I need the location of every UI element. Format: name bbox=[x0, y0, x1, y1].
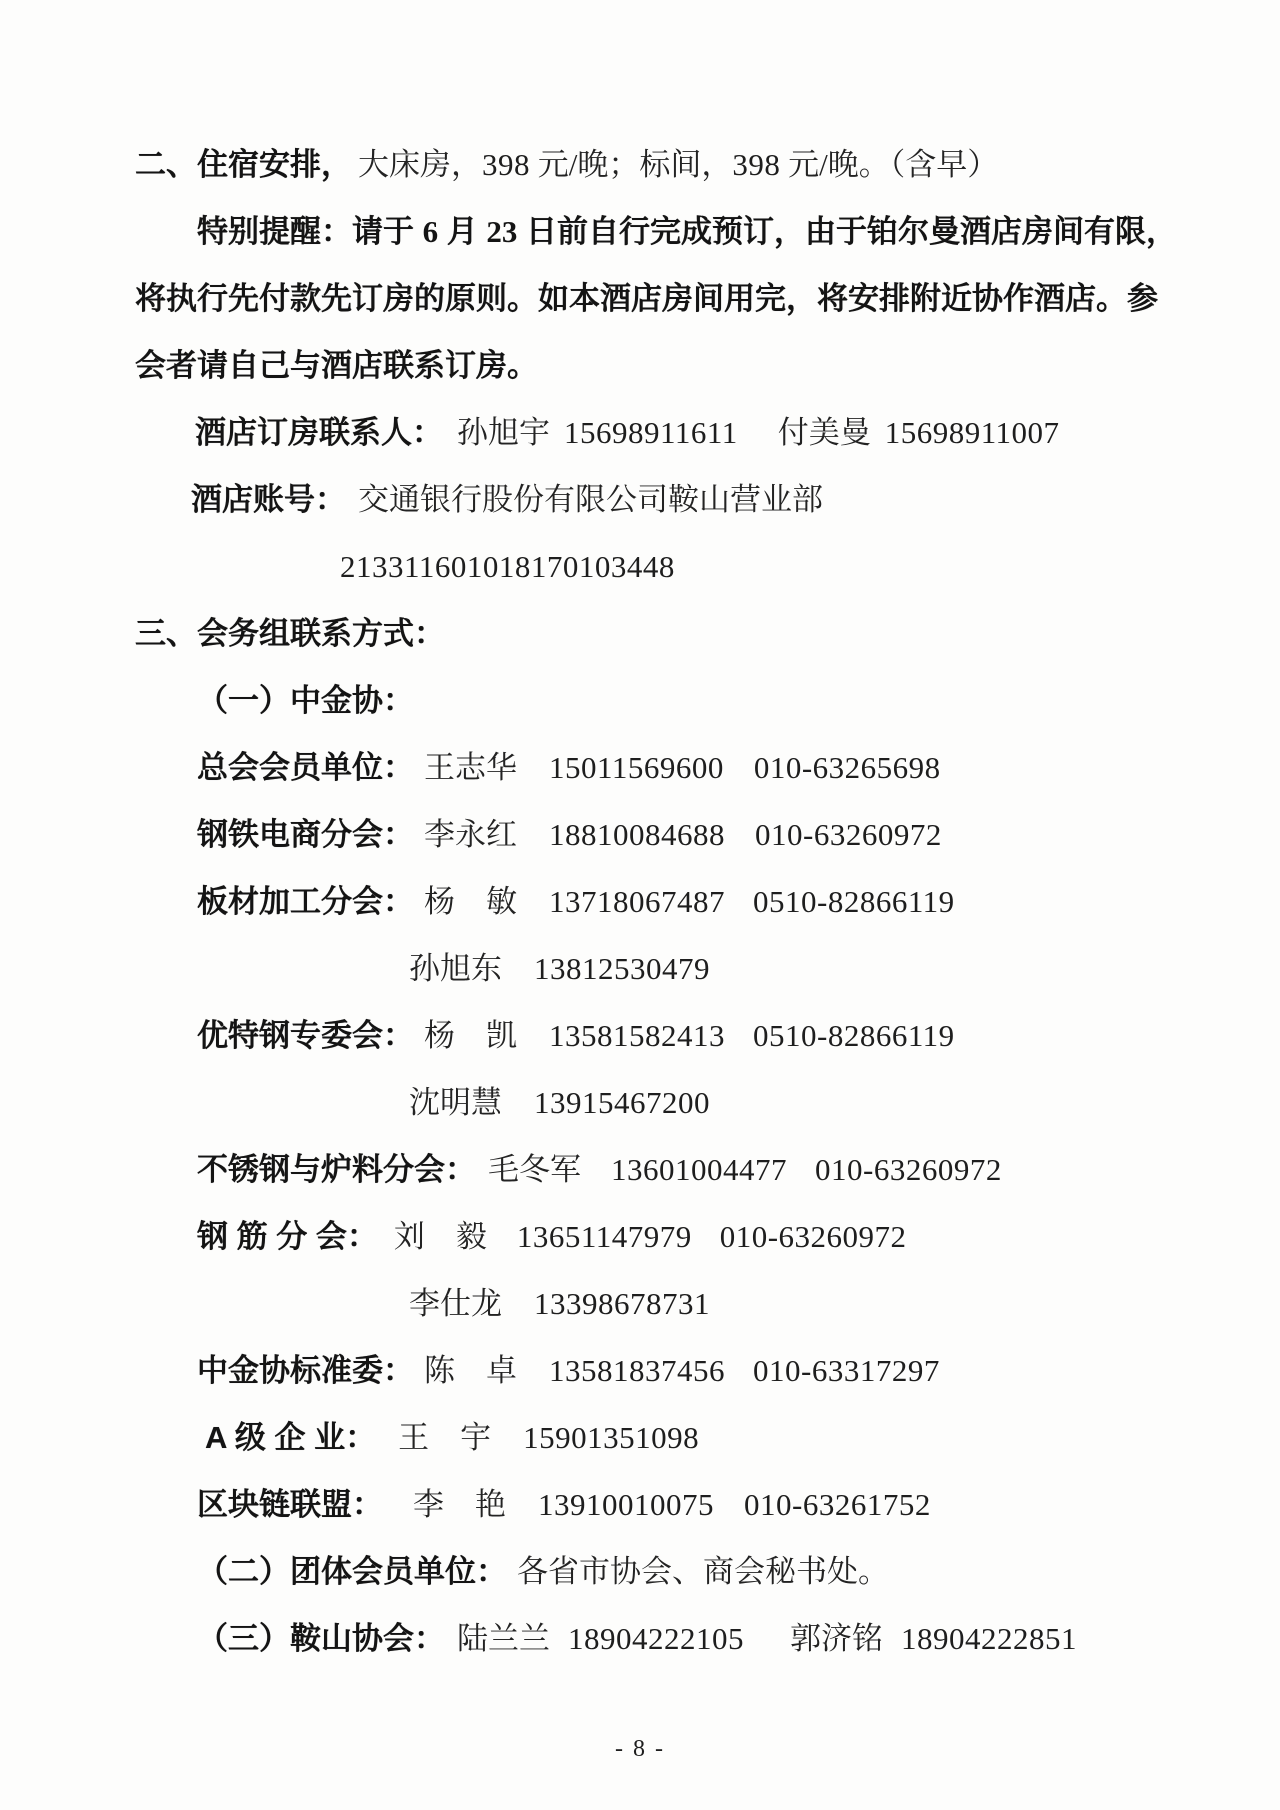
contact-row-biaozhunwei bbox=[135, 1337, 1170, 1404]
heading-accommodation bbox=[135, 131, 1170, 198]
contact-row-youtegang-segment: 0510-82866119 bbox=[753, 1018, 955, 1053]
heading-accommodation-segment: 元/晚；标间， bbox=[530, 147, 733, 182]
contact-row-bancaijiagong-segment: 0510-82866119 bbox=[753, 884, 955, 919]
contact-row-gangjin-segment: 刘 毅 bbox=[393, 1219, 487, 1254]
hotel-account-name-segment: 交通银行股份有限公司鞍山营业部 bbox=[358, 482, 823, 517]
para-special-reminder-line1-segment: 日前自行完成预订，由于铂尔曼酒店房间有限， bbox=[517, 214, 1177, 249]
contact-row-bancaijiagong bbox=[135, 868, 1170, 935]
para-special-reminder-line1-segment: 月 bbox=[438, 214, 487, 249]
group-members-row-segment: 各省市协会、商会秘书处。 bbox=[517, 1554, 889, 1589]
hotel-booking-contacts bbox=[135, 399, 1170, 466]
contact-row-ajiqiye-segment: A 级 企 业： bbox=[205, 1420, 377, 1455]
contact-row-youtegang-segment: 优特钢专委会： bbox=[197, 1018, 414, 1053]
anshan-association-row-segment: （三）鞍山协会： bbox=[197, 1621, 445, 1656]
contact-row-buxiugang-segment: 010-63260972 bbox=[815, 1152, 1002, 1187]
para-special-reminder-line3-segment: 会者请自己与酒店联系订房。 bbox=[135, 348, 538, 383]
contact-row-shenminghui-segment: 13915467200 bbox=[534, 1085, 710, 1120]
contact-row-gangtiedianshang-segment: 18810084688 bbox=[549, 817, 725, 852]
para-special-reminder-line1 bbox=[135, 198, 1177, 265]
contact-row-shenminghui-segment: 沈明慧 bbox=[409, 1085, 502, 1120]
contact-row-gangtiedianshang bbox=[135, 801, 1170, 868]
document-body bbox=[135, 131, 1177, 1672]
hotel-account-name-segment: 酒店账号： bbox=[191, 482, 346, 517]
contact-row-biaozhunwei-segment: 陈 卓 bbox=[424, 1353, 517, 1388]
contact-row-youtegang-segment: 杨 凯 bbox=[424, 1018, 517, 1053]
contact-row-zonghui-segment: 15011569600 bbox=[549, 750, 724, 785]
contact-row-buxiugang bbox=[135, 1136, 1170, 1203]
para-special-reminder-line2-segment: 将执行先付款先订房的原则。如本酒店房间用完，将安排附近协作酒店。参 bbox=[135, 281, 1158, 316]
contact-row-ajiqiye-segment: 15901351098 bbox=[523, 1420, 700, 1455]
contact-row-lishilong bbox=[135, 1270, 1170, 1337]
contact-row-youtegang bbox=[135, 1002, 1170, 1069]
heading-contact-methods-segment: 三、会务组联系方式： bbox=[135, 616, 445, 651]
heading-accommodation-segment: 大床房， bbox=[358, 147, 482, 182]
contact-row-gangjin-segment: 13651147979 bbox=[516, 1219, 692, 1254]
heading-accommodation-segment: 398 bbox=[482, 147, 530, 182]
contact-row-sunxudong-segment: 13812530479 bbox=[534, 951, 710, 986]
hotel-account-number-segment: 213311601018170103448 bbox=[340, 549, 675, 584]
anshan-association-row-segment: 郭济铭 bbox=[790, 1621, 883, 1656]
hotel-account-name bbox=[135, 466, 1170, 533]
hotel-booking-contacts-segment: 15698911611 bbox=[564, 415, 738, 450]
contact-row-biaozhunwei-segment: 010-63317297 bbox=[753, 1353, 940, 1388]
contact-row-gangtiedianshang-segment: 李永红 bbox=[424, 817, 517, 852]
group-members-row bbox=[135, 1538, 1170, 1605]
contact-row-biaozhunwei-segment: 中金协标准委： bbox=[197, 1353, 414, 1388]
contact-row-bancaijiagong-segment: 13718067487 bbox=[549, 884, 725, 919]
para-special-reminder-line1-segment: 6 bbox=[422, 214, 439, 249]
contact-row-gangjin-segment: 010-63260972 bbox=[719, 1219, 907, 1254]
para-special-reminder-line1-segment: 特别提醒：请于 bbox=[197, 214, 423, 249]
contact-row-shenminghui bbox=[135, 1069, 1170, 1136]
para-special-reminder-line3 bbox=[135, 332, 1170, 399]
contact-row-zonghui-segment: 王志华 bbox=[424, 750, 517, 785]
contact-row-sunxudong-segment: 孙旭东 bbox=[409, 951, 502, 986]
contact-row-gangtiedianshang-segment: 钢铁电商分会： bbox=[197, 817, 414, 852]
hotel-booking-contacts-segment: 15698911007 bbox=[884, 415, 1060, 450]
contact-row-qukuailian-segment: 李 艳 bbox=[413, 1487, 506, 1522]
contact-row-qukuailian-segment: 13910010075 bbox=[538, 1487, 714, 1522]
contact-row-qukuailian-segment: 区块链联盟： bbox=[197, 1487, 383, 1522]
anshan-association-row-segment: 18904222851 bbox=[901, 1621, 1077, 1656]
hotel-booking-contacts-segment: 付美曼 bbox=[777, 415, 871, 450]
anshan-association-row-segment: 陆兰兰 bbox=[457, 1621, 550, 1656]
para-special-reminder-line1-segment: 23 bbox=[486, 214, 518, 249]
contact-row-sunxudong bbox=[135, 935, 1170, 1002]
contact-row-zonghui-segment: 总会会员单位： bbox=[197, 750, 414, 785]
contact-row-gangjin-segment: 钢 筋 分 会： bbox=[197, 1219, 378, 1254]
anshan-association-row bbox=[135, 1605, 1170, 1672]
contact-row-gangtiedianshang-segment: 010-63260972 bbox=[755, 817, 942, 852]
heading-accommodation-segment: 398 bbox=[732, 147, 781, 182]
heading-contact-methods bbox=[135, 600, 1170, 667]
contact-row-zonghui bbox=[135, 734, 1170, 801]
subheading-zhongjinxie bbox=[135, 667, 1170, 734]
contact-row-lishilong-segment: 13398678731 bbox=[534, 1286, 710, 1321]
contact-row-gangjin bbox=[135, 1203, 1170, 1270]
contact-row-qukuailian bbox=[135, 1471, 1170, 1538]
page-number: - 8 - bbox=[615, 1736, 665, 1762]
hotel-booking-contacts-segment: 孙旭宇 bbox=[457, 415, 550, 450]
contact-row-ajiqiye bbox=[135, 1404, 1170, 1471]
anshan-association-row-segment: 18904222105 bbox=[568, 1621, 744, 1656]
hotel-booking-contacts-segment: 酒店订房联系人： bbox=[195, 415, 443, 450]
contact-row-youtegang-segment: 13581582413 bbox=[549, 1018, 725, 1053]
contact-row-buxiugang-segment: 毛冬军 bbox=[488, 1152, 581, 1187]
contact-row-ajiqiye-segment: 王 宇 bbox=[398, 1420, 492, 1455]
heading-accommodation-segment: 二、住宿安排， bbox=[135, 147, 352, 182]
hotel-account-number bbox=[135, 533, 1170, 600]
heading-accommodation-segment: 元/晚。（含早） bbox=[780, 147, 999, 182]
contact-row-biaozhunwei-segment: 13581837456 bbox=[549, 1353, 725, 1388]
contact-row-buxiugang-segment: 不锈钢与炉料分会： bbox=[197, 1152, 476, 1187]
contact-row-bancaijiagong-segment: 板材加工分会： bbox=[197, 884, 414, 919]
contact-row-zonghui-segment: 010-63265698 bbox=[753, 750, 941, 785]
group-members-row-segment: （二）团体会员单位： bbox=[197, 1554, 507, 1589]
contact-row-qukuailian-segment: 010-63261752 bbox=[744, 1487, 931, 1522]
contact-row-buxiugang-segment: 13601004477 bbox=[611, 1152, 787, 1187]
contact-row-lishilong-segment: 李仕龙 bbox=[409, 1286, 502, 1321]
para-special-reminder-line2 bbox=[135, 265, 1170, 332]
subheading-zhongjinxie-segment: （一）中金协： bbox=[197, 683, 414, 718]
contact-row-bancaijiagong-segment: 杨 敏 bbox=[424, 884, 517, 919]
